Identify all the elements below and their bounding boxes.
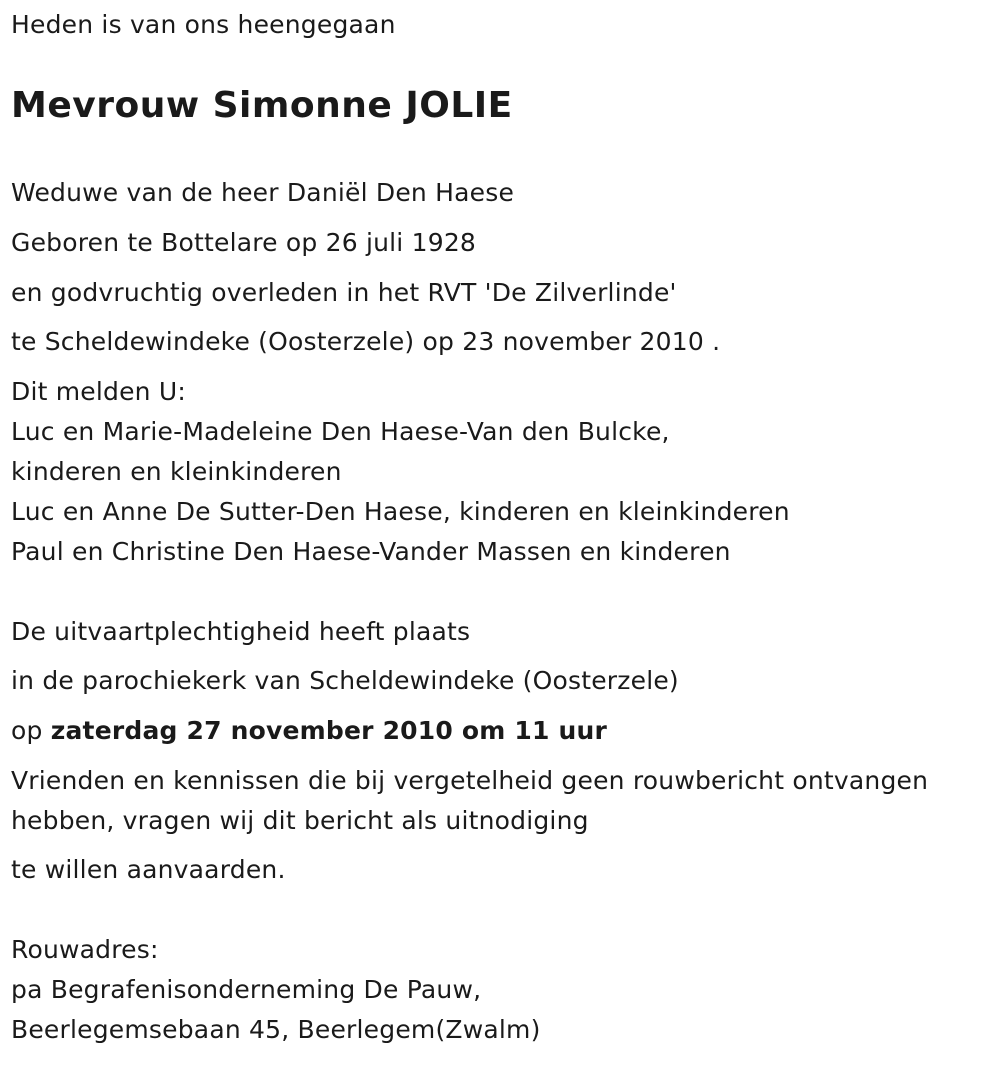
birth-text: Geboren te Bottelare op 26 juli 1928 bbox=[11, 228, 477, 257]
invitation-text-3: te willen aanvaarden. bbox=[11, 855, 286, 884]
funeral-text-2: in de parochiekerk van Scheldewindeke (Oosterzele) bbox=[11, 666, 679, 695]
mourning-address-label: Rouwadres: bbox=[11, 935, 159, 964]
mourning-address-line-1: pa Begrafenisonderneming De Pauw, bbox=[11, 975, 482, 1004]
deceased-name: Mevrouw Simonne JOLIE bbox=[11, 85, 513, 126]
announcer-line: Luc en Marie-Madeleine Den Haese-Van den Bulcke, bbox=[11, 417, 670, 446]
announcer-line: kinderen en kleinkinderen bbox=[11, 457, 342, 486]
invitation-text-1: Vrienden en kennissen die bij vergetelheid geen rouwbericht ontvangen bbox=[11, 766, 929, 795]
funeral-date-bold: zaterdag 27 november 2010 om 11 uur bbox=[50, 716, 608, 745]
intro-text: Heden is van ons heengegaan bbox=[11, 10, 396, 39]
invitation-text-2: hebben, vragen wij dit bericht als uitnodiging bbox=[11, 806, 589, 835]
announcer-line: Luc en Anne De Sutter-Den Haese, kinderen en kleinkinderen bbox=[11, 497, 790, 526]
announcers-intro: Dit melden U: bbox=[11, 377, 186, 406]
funeral-date bbox=[11, 716, 607, 746]
widow-text: Weduwe van de heer Daniël Den Haese bbox=[11, 178, 515, 207]
death-text-1: en godvruchtig overleden in het RVT 'De Zilverlinde' bbox=[11, 278, 677, 307]
announcer-line: Paul en Christine Den Haese-Vander Massen en kinderen bbox=[11, 537, 731, 566]
death-text-2: te Scheldewindeke (Oosterzele) op 23 november 2010 . bbox=[11, 327, 721, 356]
funeral-date-prefix: op bbox=[11, 716, 51, 745]
funeral-text-1: De uitvaartplechtigheid heeft plaats bbox=[11, 617, 471, 646]
mourning-address-line-2: Beerlegemsebaan 45, Beerlegem(Zwalm) bbox=[11, 1015, 541, 1044]
